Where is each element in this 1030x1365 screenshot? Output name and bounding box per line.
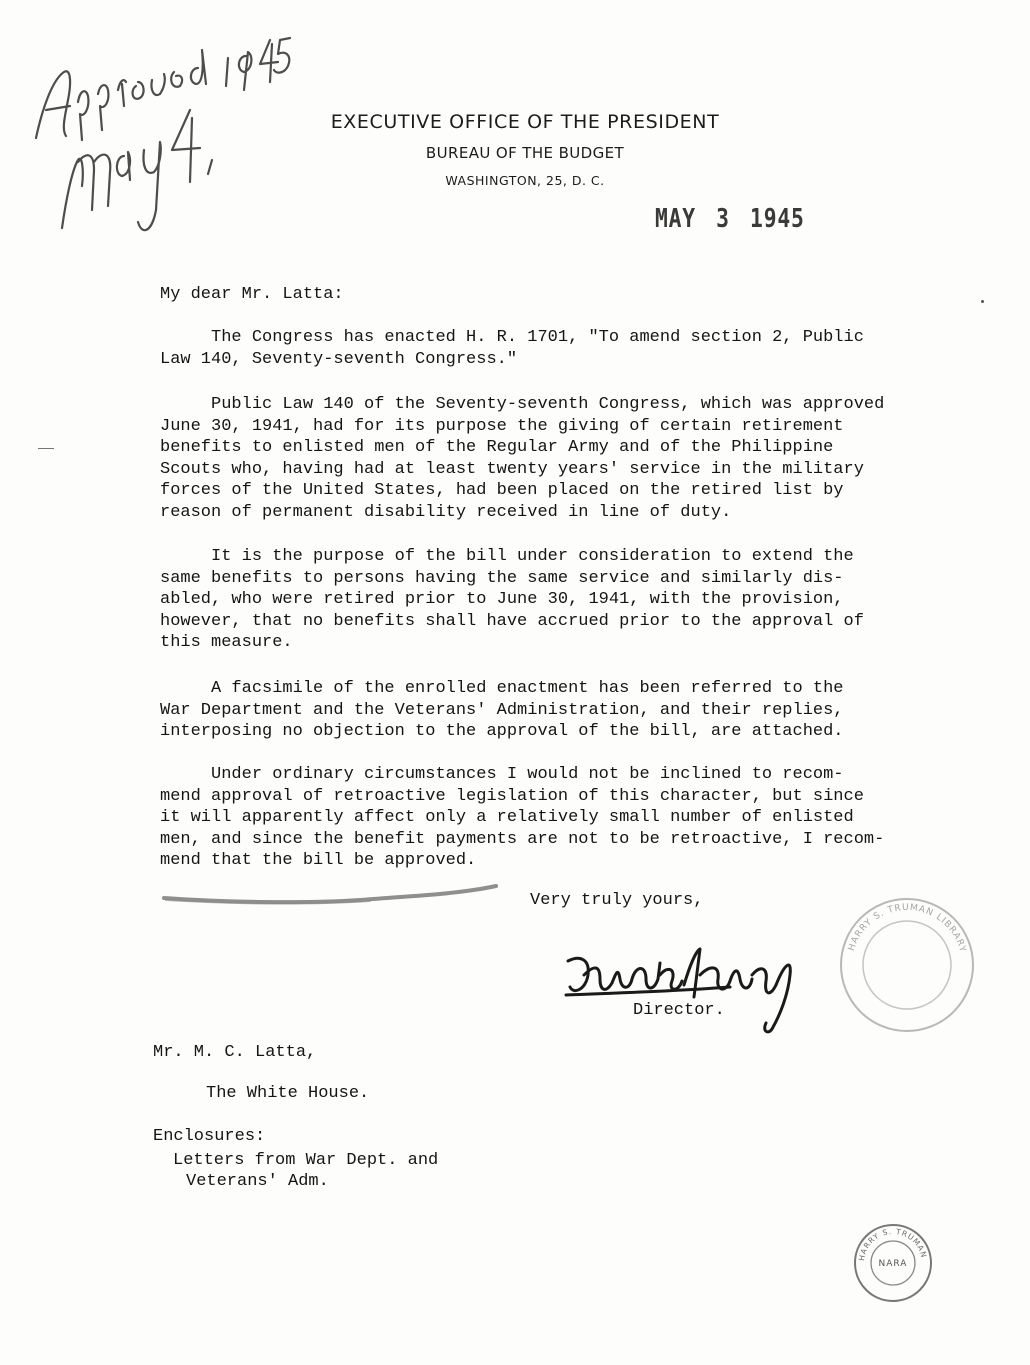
paragraph-line: A facsimile of the enrolled enactment has been referred to the bbox=[160, 679, 844, 698]
margin-dash bbox=[38, 448, 54, 449]
paragraph-line: men, and since the benefit payments are not to be retroactive, I recom- bbox=[160, 829, 885, 849]
paragraph-2 bbox=[160, 394, 920, 523]
paragraph-line: June 30, 1941, had for its purpose the giving of certain retirement bbox=[160, 416, 844, 436]
addressee-location: The White House. bbox=[206, 1084, 370, 1103]
library-stamp-right-drawing bbox=[832, 890, 982, 1040]
paragraph-line: It is the purpose of the bill under consideration to extend the bbox=[160, 547, 854, 566]
paragraph-line: The Congress has enacted H. R. 1701, "To amend section 2, Public bbox=[160, 328, 864, 347]
margin-dot bbox=[981, 300, 984, 303]
enclosures-line-2: Veterans' Adm. bbox=[186, 1172, 329, 1191]
paragraph-line: interposing no objection to the approval of the bill, are attached. bbox=[160, 722, 844, 741]
paragraph-line: Scouts who, having had at least twenty years' service in the military bbox=[160, 459, 864, 479]
paragraph-1 bbox=[160, 327, 920, 370]
paragraph-line: Under ordinary circumstances I would not be inclined to recom- bbox=[160, 765, 844, 784]
library-stamp-right-text: HARRY S. TRUMAN LIBRARY bbox=[846, 902, 968, 954]
salutation: My dear Mr. Latta: bbox=[160, 285, 344, 304]
paragraph-line: this measure. bbox=[160, 633, 293, 652]
pencil-underline bbox=[160, 880, 500, 915]
paragraph-line: reason of permanent disability received in line of duty. bbox=[160, 502, 732, 522]
paragraph-line: mend that the bill be approved. bbox=[160, 851, 477, 870]
paragraph-line: however, that no benefits shall have accrued prior to the approval of bbox=[160, 611, 864, 631]
nara-stamp-drawing bbox=[852, 1222, 934, 1304]
addressee-name: Mr. M. C. Latta, bbox=[153, 1043, 317, 1062]
paragraph-line: abled, who were retired prior to June 30, 1941, with the provision, bbox=[160, 590, 844, 609]
enclosures-label: Enclosures: bbox=[153, 1127, 266, 1146]
letterhead-bureau: BUREAU OF THE BUDGET bbox=[425, 144, 625, 162]
nara-stamp-center-text: NARA bbox=[878, 1259, 908, 1269]
enclosures-line-1: Letters from War Dept. and bbox=[173, 1151, 439, 1170]
date-stamp: MAY 3 1945 bbox=[655, 204, 805, 234]
nara-stamp-ring-text: HARRY S. TRUMAN bbox=[856, 1226, 929, 1262]
letterhead-office: EXECUTIVE OFFICE OF THE PRESIDENT bbox=[330, 111, 720, 133]
paragraph-3 bbox=[160, 546, 920, 654]
paragraph-line: Public Law 140 of the Seventy-seventh Congress, which was approved bbox=[160, 395, 885, 414]
pencil-underline-drawing bbox=[160, 880, 500, 910]
paragraph-line: War Department and the Veterans' Administration, and their replies, bbox=[160, 700, 844, 720]
letterhead-address: WASHINGTON, 25, D. C. bbox=[445, 173, 605, 188]
signature-drawing bbox=[560, 935, 820, 1035]
paragraph-line: benefits to enlisted men of the Regular Army and of the Philippine bbox=[160, 438, 834, 457]
closing: Very truly yours, bbox=[530, 891, 704, 910]
paragraph-line: Law 140, Seventy-seventh Congress." bbox=[160, 349, 518, 369]
paragraph-line: mend approval of retroactive legislation of this character, but since bbox=[160, 786, 864, 806]
paragraph-5 bbox=[160, 764, 920, 872]
director-signature bbox=[560, 935, 820, 1040]
paragraph-4 bbox=[160, 678, 920, 743]
library-stamp-right bbox=[832, 890, 982, 1045]
paragraph-line: it will apparently affect only a relatively small number of enlisted bbox=[160, 808, 854, 827]
signature-title: Director. bbox=[633, 1001, 725, 1020]
paragraph-line: same benefits to persons having the same service and similarly dis- bbox=[160, 568, 844, 588]
nara-stamp bbox=[852, 1222, 934, 1309]
paragraph-line: forces of the United States, had been placed on the retired list by bbox=[160, 481, 844, 500]
